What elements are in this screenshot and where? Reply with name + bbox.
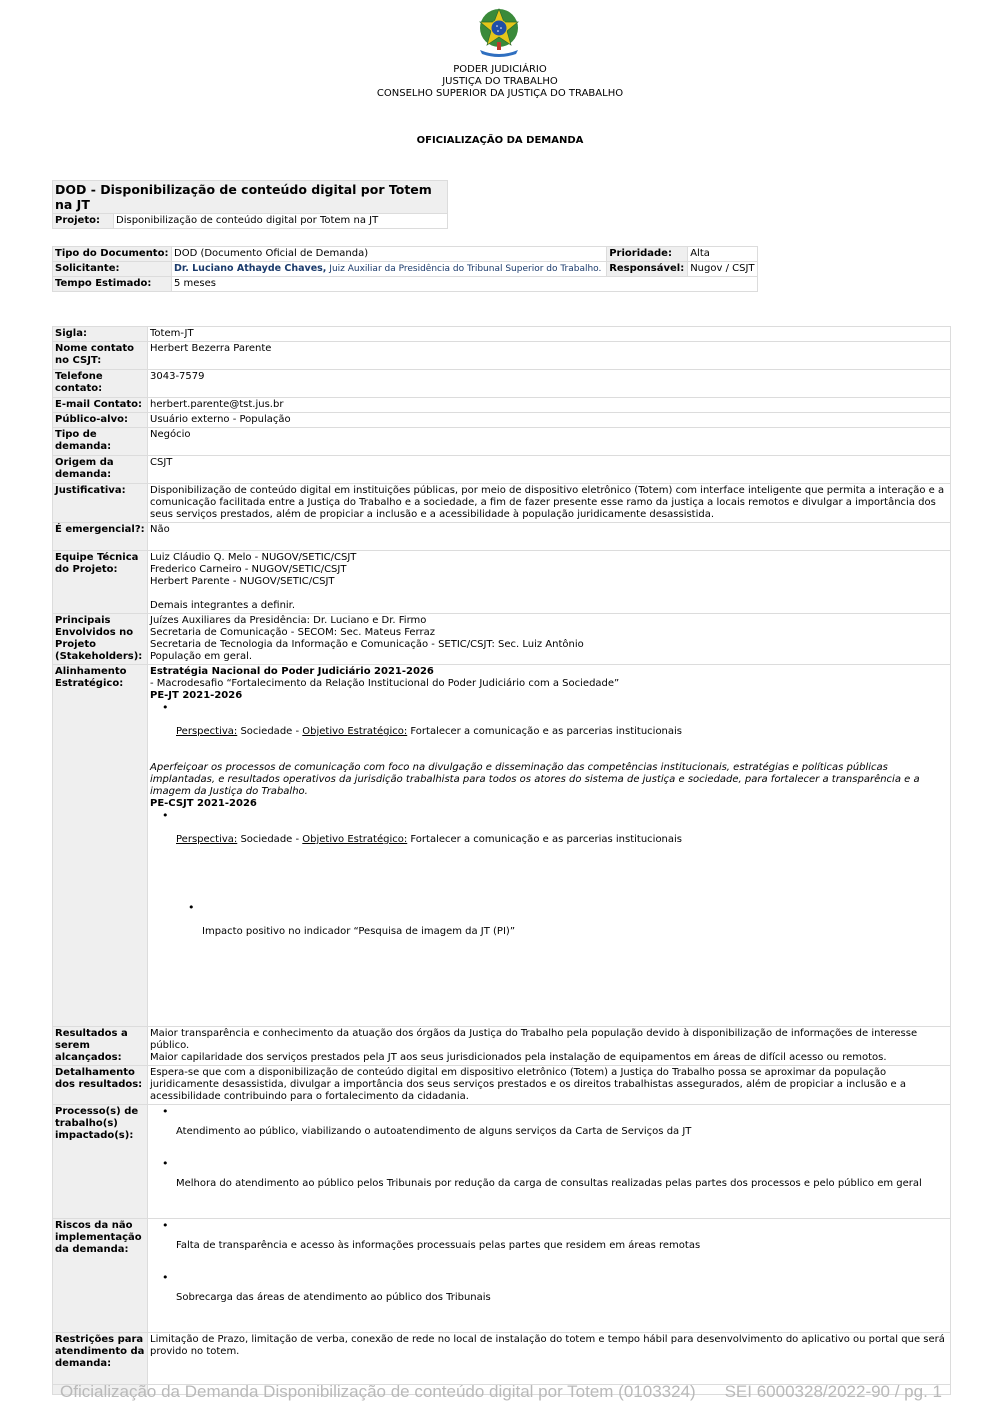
envolvidos-value [148,614,951,665]
stakeholder: Juízes Auxiliares da Presidência: Dr. Luciano e Dr. Firmo [150,615,427,626]
pecsjt-title: PE-CSJT 2021-2026 [150,798,257,809]
pecsjt-perspectiva [150,834,948,846]
responsavel-label: Responsável: [607,262,688,277]
impacto-indicador: Impacto positivo no indicador “Pesquisa de imagem da JT (PI)” [202,926,515,937]
nome-contato-value: Herbert Bezerra Parente [148,342,951,370]
tempo-estimado-label: Tempo Estimado: [53,277,172,292]
risco-item: Falta de transparência e acesso às informações processuais pelas partes que residem em áreas remotas [176,1240,701,1251]
detalhamento-label: Detalhamento dos resultados: [53,1066,148,1105]
email-value: herbert.parente@tst.jus.br [148,398,951,413]
details-table [52,326,951,1395]
telefone-label: Telefone contato: [53,370,148,398]
objetivo-label: Objetivo Estratégico: [302,834,408,845]
publico-alvo-label: Público-alvo: [53,413,148,428]
objetivo-label: Objetivo Estratégico: [302,726,408,737]
processos-label: Processo(s) de trabalho(s) impactado(s): [53,1105,148,1219]
envolvidos-label: Principais Envolvidos no Projeto (Stakeholders): [53,614,148,665]
resultados-label: Resultados a serem alcançados: [53,1027,148,1066]
prioridade-label: Prioridade: [607,247,688,262]
origem-demanda-label: Origem da demanda: [53,456,148,484]
objetivo-descricao: Aperfeiçoar os processos de comunicação com foco na divulgação e disseminação das competências institucionais, estratégias e políticas públicas implantadas, e resultados operativos da jurisdição trabalhista para todos os atores do sistema de justiça e sociedade, para fortalecer a transparência e a imagem da Justiça do Trabalho. [150,762,920,797]
alinhamento-label: Alinhamento Estratégico: [53,665,148,1027]
document-title: OFICIALIZAÇÃO DA DEMANDA [416,135,584,146]
bullet-icon [150,1106,948,1120]
sigla-value: Totem-JT [148,327,951,342]
solicitante-role: Juiz Auxiliar da Presidência do Tribunal Superior do Trabalho. [329,264,602,274]
meta-table [52,246,758,292]
footer-document-ref: Oficialização da Demanda Disponibilização de conteúdo digital por Totem (0103324) [60,1382,696,1401]
solicitante-value [172,262,607,277]
bullet-icon [150,702,948,716]
tipo-documento-label: Tipo do Documento: [53,247,172,262]
solicitante-name: Dr. Luciano Athayde Chaves, [174,263,327,274]
coat-of-arms-icon [474,6,524,58]
justificativa-value: Disponibilização de conteúdo digital em instituições públicas, por meio de dispositivo eletrônico (Totem) com interface inteligente que permita a interação e a comunicação facilitada entre a Justiça do Trabalho e a sociedade, a fim de fazer presente esse ramo da justiça a locais remotos e divulgar a importância dos seus serviços prestados, além de propiciar a inclusão e a acessibilidade à população juridicamente desassistida. [148,484,951,523]
tipo-demanda-label: Tipo de demanda: [53,428,148,456]
project-value: Disponibilização de conteúdo digital por Totem na JT [114,214,448,229]
resultados-value [148,1027,951,1066]
risco-item: Sobrecarga das áreas de atendimento ao público dos Tribunais [176,1292,491,1303]
equipe-tecnica-label: Equipe Técnica do Projeto: [53,551,148,614]
equipe-member: Herbert Parente - NUGOV/SETIC/CSJT [150,576,335,587]
perspectiva-value: Sociedade - [237,726,303,737]
resultado-item: Maior transparência e conhecimento da atuação dos órgãos da Justiça do Trabalho pela população devido à disponibilização de informações de interesse público. [150,1028,918,1051]
objetivo-value: Fortalecer a comunicação e as parcerias institucionais [407,726,683,737]
bullet-icon [150,1220,948,1234]
emergencial-label: É emergencial?: [53,523,148,551]
project-title: DOD - Disponibilização de conteúdo digital por Totem na JT [53,181,448,214]
stakeholder: Secretaria de Comunicação - SECOM: Sec. Mateus Ferraz [150,627,435,638]
stakeholder: Secretaria de Tecnologia da Informação e Comunicação - SETIC/CSJT: Sec. Luiz Antônio [150,639,584,650]
nome-contato-label: Nome contato no CSJT: [53,342,148,370]
restricoes-label: Restrições para atendimento da demanda: [53,1333,148,1385]
equipe-member: Luiz Cláudio Q. Melo - NUGOV/SETIC/CSJT [150,552,357,563]
page-footer [60,1382,942,1402]
riscos-label: Riscos da não implementação da demanda: [53,1219,148,1333]
project-table [52,180,448,229]
processo-item: Melhora do atendimento ao público pelos Tribunais por redução da carga de consultas realizadas pelas partes dos processos e pelo público em geral [176,1178,922,1189]
telefone-value: 3043-7579 [148,370,951,398]
responsavel-value: Nugov / CSJT [688,262,758,277]
alinhamento-value [148,665,951,1027]
project-label: Projeto: [53,214,114,229]
bullet-icon [150,1158,948,1172]
resultado-item: Maior capilaridade dos serviços prestados pela JT aos seus jurisdicionados pela instalação de equipamentos em áreas de difícil acesso ou remotos. [150,1052,887,1063]
origem-demanda-value: CSJT [148,456,951,484]
publico-alvo-value: Usuário externo - População [148,413,951,428]
bullet-icon [150,810,948,824]
bullet-icon [150,1272,948,1286]
header-line-2: JUSTIÇA DO TRABALHO [442,76,558,87]
perspectiva-label: Perspectiva: [176,726,238,737]
justificativa-label: Justificativa: [53,484,148,523]
header-line-1: PODER JUDICIÁRIO [453,64,547,75]
email-label: E-mail Contato: [53,398,148,413]
solicitante-label: Solicitante: [53,262,172,277]
processo-item: Atendimento ao público, viabilizando o autoatendimento de alguns serviços da Carta de Serviços da JT [176,1126,692,1137]
perspectiva-value: Sociedade - [237,834,303,845]
tipo-documento-value: DOD (Documento Oficial de Demanda) [172,247,607,262]
perspectiva-label: Perspectiva: [176,834,238,845]
objetivo-value: Fortalecer a comunicação e as parcerias institucionais [407,834,683,845]
tempo-estimado-value: 5 meses [172,277,758,292]
pejt-title: PE-JT 2021-2026 [150,690,243,701]
equipe-member: Frederico Carneiro - NUGOV/SETIC/CSJT [150,564,347,575]
footer-page-ref: SEI 6000328/2022-90 / pg. 1 [724,1382,942,1401]
sigla-label: Sigla: [53,327,148,342]
emergencial-value: Não [148,523,951,551]
equipe-note: Demais integrantes a definir. [150,600,296,611]
equipe-tecnica-value [148,551,951,614]
restricoes-value: Limitação de Prazo, limitação de verba, conexão de rede no local de instalação do totem e tempo hábil para desenvolvimento do aplicativo ou portal que será provido no totem. [148,1333,951,1385]
bullet-icon [150,902,948,916]
prioridade-value: Alta [688,247,758,262]
enpj-title: Estratégia Nacional do Poder Judiciário 2021-2026 [150,666,434,677]
processos-value [148,1105,951,1219]
stakeholder: População em geral. [150,651,253,662]
header-line-3: CONSELHO SUPERIOR DA JUSTIÇA DO TRABALHO [376,88,624,99]
detalhamento-value: Espera-se que com a disponibilização de conteúdo digital em dispositivo eletrônico (Totem) a Justiça do Trabalho possa se aproximar da população juridicamente desassistida, divulgar a importância dos seus serviços prestados e os direitos trabalhistas assegurados, além de propiciar a inclusão e a acessibilidade contribuindo para o fortalecimento da cidadania. [148,1066,951,1105]
macrodesafio: - Macrodesafio “Fortalecimento da Relação Institucional do Poder Judiciário com a Sociedade” [150,678,620,689]
pejt-perspectiva [150,726,948,738]
riscos-value [148,1219,951,1333]
tipo-demanda-value: Negócio [148,428,951,456]
